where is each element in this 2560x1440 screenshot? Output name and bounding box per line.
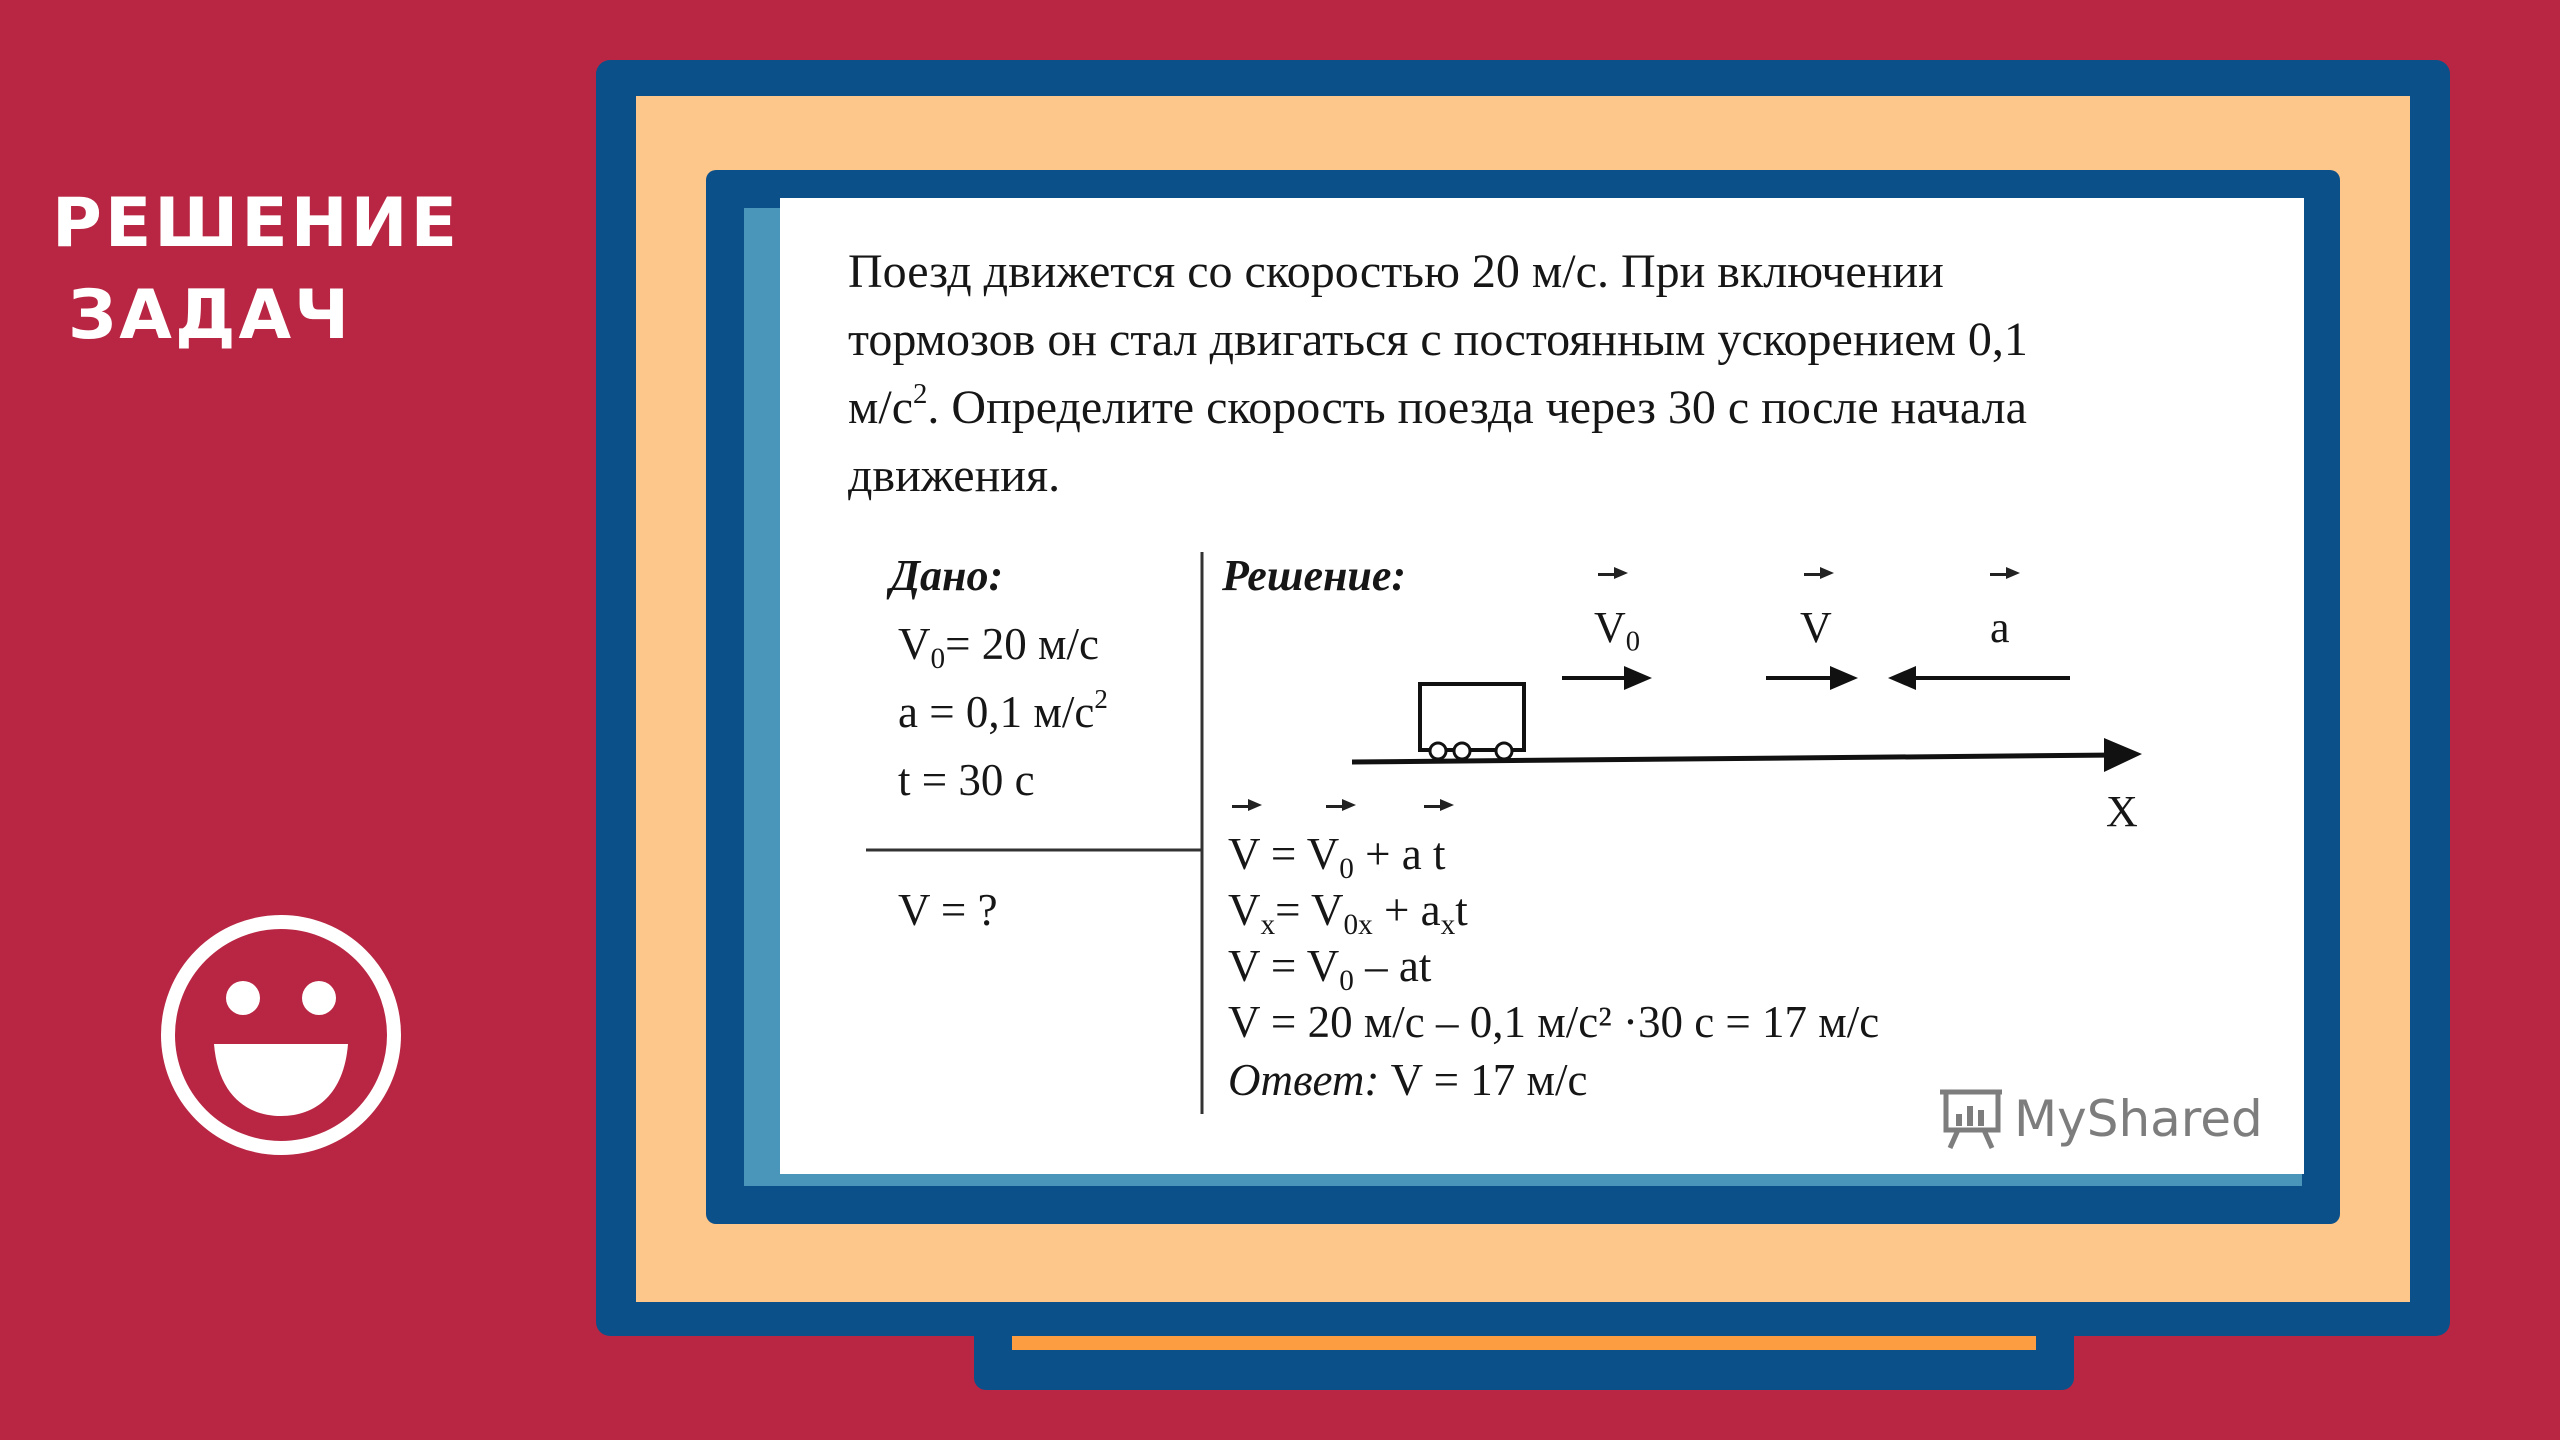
answer: Ответ: V = 17 м/с — [1228, 1055, 1588, 1105]
problem-line: движения. — [848, 449, 1061, 502]
a-arrowhead — [1888, 666, 1916, 690]
v0-arrowhead — [1624, 666, 1652, 690]
axis-label-x: X — [2106, 787, 2138, 836]
x-axis-arrowhead — [2104, 738, 2142, 772]
watermark — [1936, 1086, 2263, 1152]
problem-card — [780, 198, 2304, 1174]
v-arrowhead — [1830, 666, 1858, 690]
smiley-icon — [158, 912, 404, 1158]
equation-2: $V_x= V_{0x} + a_xt$ — [1228, 885, 1468, 941]
given-v0: $V_0= 20$ м/с — [898, 619, 1099, 675]
problem-line: Поезд движется со скоростью 20 м/с. При включении — [848, 245, 1944, 298]
label-a: a — [1990, 603, 2010, 652]
solution-header: Решение: — [1222, 551, 1407, 600]
given-acceleration: a = 0,1 $м/с^2$ — [898, 684, 1108, 737]
equation-4: V = 20 м/с – 0,1 м/с² ·30 с = 17 м/с — [1228, 997, 1880, 1047]
equation-3: $V = V_0$ – at — [1228, 941, 1432, 997]
label-v: V — [1800, 603, 1832, 652]
presentation-board-icon — [1936, 1086, 2006, 1152]
train-wheel — [1496, 743, 1512, 759]
label-v0: $V_0$ — [1594, 603, 1641, 658]
given-header: Дано: — [890, 551, 1004, 600]
watermark-text: MyShared — [2014, 1090, 2263, 1148]
problem-line: тормозов он стал двигаться с постоянным ускорением 0,1 — [848, 313, 2028, 366]
section-title-line1: РЕШЕНИЕ — [52, 184, 461, 263]
train-car — [1420, 684, 1524, 750]
section-title-line2: ЗАДАЧ — [68, 276, 353, 355]
problem-line: $м/с^2$. Определите скорость поезда через 30 с после начала — [848, 377, 2027, 434]
section-title — [52, 178, 460, 362]
train-wheel — [1430, 743, 1446, 759]
given-time: t = 30 с — [898, 755, 1035, 805]
unknown-value: V = ? — [898, 885, 998, 935]
train-wheel — [1454, 743, 1470, 759]
equation-1: $V = V_0 + a$ t — [1228, 829, 1446, 885]
